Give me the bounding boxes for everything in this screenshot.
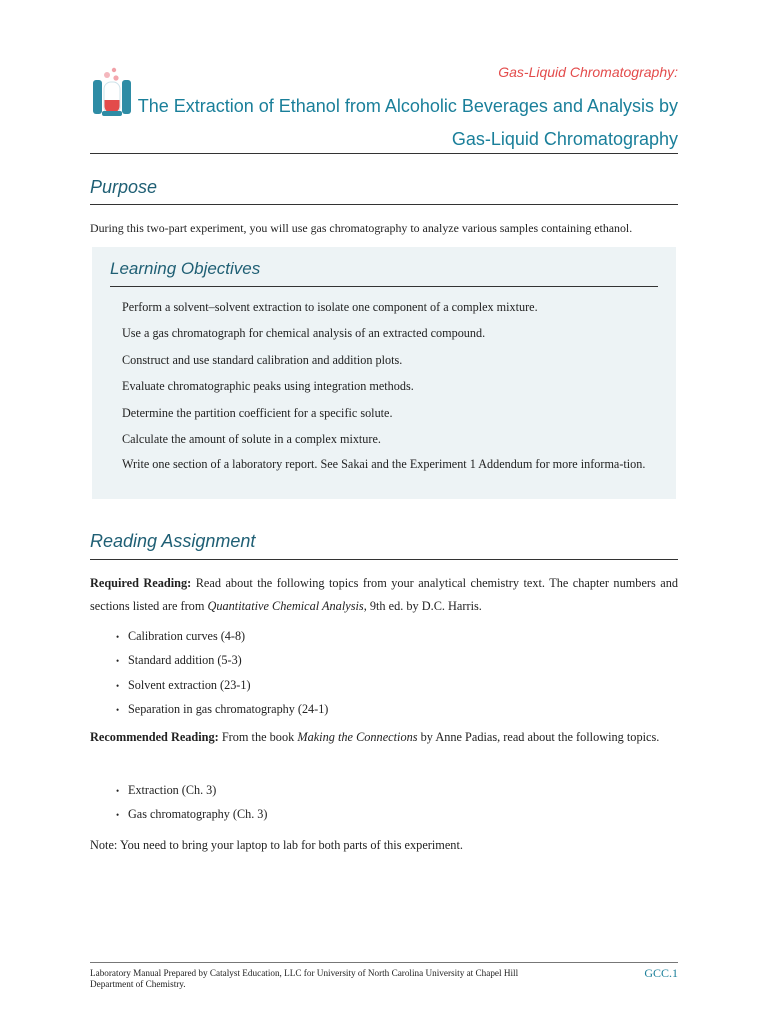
objective-item: Use a gas chromatograph for chemical analysis of an extracted compound.: [122, 326, 486, 341]
objective-item: Determine the partition coefficient for a specific solute.: [122, 405, 393, 420]
laptop-note: Note: You need to bring your laptop to lab for both parts of this experiment.: [90, 838, 463, 852]
purpose-divider: [90, 204, 678, 205]
footer-text: [90, 968, 590, 990]
page-title-line-2: Gas-Liquid Chromatography: [451, 129, 678, 149]
list-item: • Solvent extraction (23-1): [128, 674, 328, 698]
page-title: [136, 90, 678, 156]
required-reading-paragraph: [90, 572, 678, 618]
page-number: GCC.1: [644, 966, 678, 980]
footer-line-2: Department of Chemistry.: [90, 979, 186, 989]
purpose-heading: Purpose: [90, 177, 158, 197]
objective-item: Evaluate chromatographic peaks using integration methods.: [122, 379, 414, 394]
page-title-line-1: The Extraction of Ethanol from Alcoholic Beverages and Analysis by: [137, 96, 678, 116]
objective-item: Perform a solvent–solvent extraction to isolate one component of a complex mixture.: [122, 300, 538, 314]
recommended-reading-list: [128, 779, 267, 828]
recommended-reading-text-1: From the book: [218, 730, 298, 744]
reading-divider: [90, 559, 678, 560]
title-divider: [90, 153, 678, 154]
learning-objectives-divider: [110, 286, 658, 287]
reading-heading: Reading Assignment: [90, 531, 256, 551]
list-item: • Extraction (Ch. 3): [128, 779, 267, 803]
list-item: • Separation in gas chromatography (24-1): [128, 698, 328, 722]
list-item: • Calibration curves (4-8): [128, 625, 328, 649]
learning-objectives-list: [122, 294, 656, 476]
recommended-reading-text-2: by Anne Padias, read about the following topics.: [417, 730, 660, 744]
recommended-reading-label: Recommended Reading:: [90, 730, 219, 744]
header-subtitle: Gas-Liquid Chromatography:: [498, 64, 678, 80]
required-reading-text-2: , 9th ed. by D.C. Harris.: [363, 599, 482, 613]
recommended-book-title: Making the Connections: [297, 730, 418, 744]
footer-divider: [90, 962, 678, 963]
list-item: • Gas chromatography (Ch. 3): [128, 803, 267, 827]
purpose-text: During this two-part experiment, you will use gas chromatography to analyze various samples containing ethanol.: [90, 221, 633, 235]
footer-line-1: Laboratory Manual Prepared by Catalyst Education, LLC for University of North Carolina University at Chapel Hill: [90, 968, 519, 978]
objective-item: Calculate the amount of solute in a complex mixture.: [122, 432, 381, 447]
required-reading-label: Required Reading:: [90, 576, 192, 590]
required-book-title: Quantitative Chemical Analysis: [207, 599, 364, 613]
objective-item: Construct and use standard calibration and addition plots.: [122, 352, 403, 367]
required-reading-text-1: Read about the following topics from your analytical chemistry text. The chapter numbers and sections listed are from: [90, 576, 678, 613]
objective-item: Write one section of a laboratory report. See Sakai and the Experiment 1 Addendum for more informa-tion.: [122, 457, 646, 472]
learning-objectives-box: [92, 247, 676, 499]
learning-objectives-heading: Learning Objectives: [110, 259, 261, 278]
list-item: • Standard addition (5-3): [128, 649, 328, 673]
required-reading-list: [128, 625, 328, 722]
test-tube-logo-icon: [92, 66, 132, 118]
recommended-reading-paragraph: [90, 726, 678, 749]
